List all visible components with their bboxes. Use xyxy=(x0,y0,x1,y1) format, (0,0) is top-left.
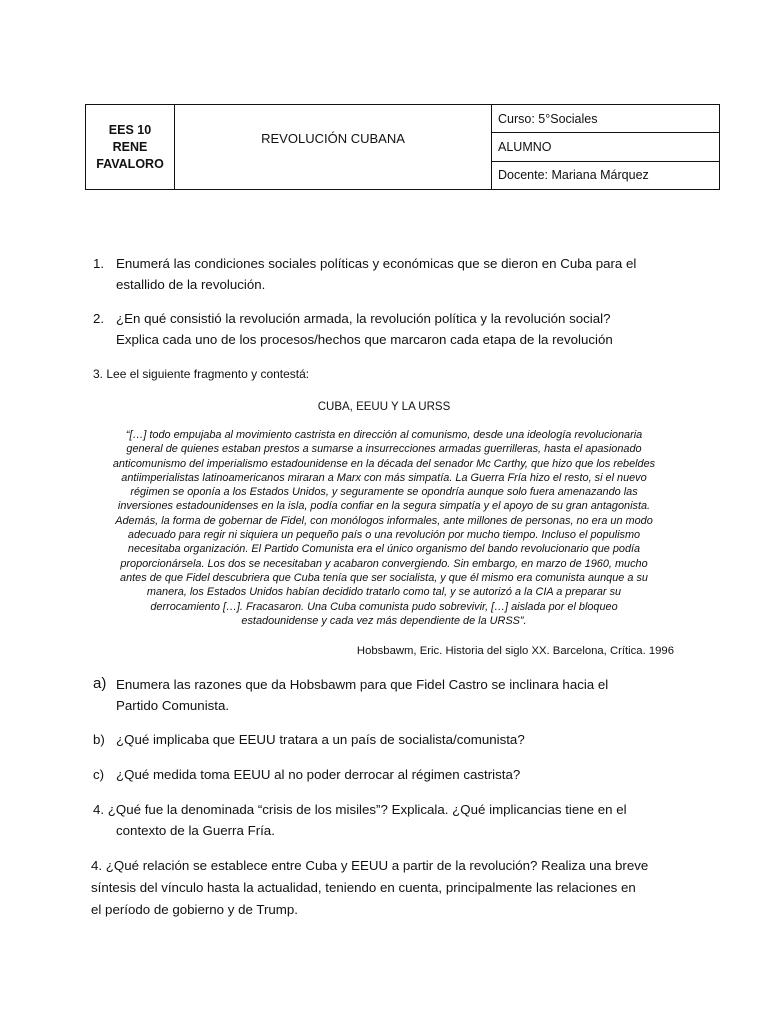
question-a-line-1: Enumera las razones que da Hobsbawm para que Fidel Castro se inclinara hacia el xyxy=(116,677,609,692)
question-2-line-1: ¿En qué consistió la revolución armada, la revolución política y la revolución social? xyxy=(116,311,611,326)
fragment-line: antiimperialistas latinoamericanos miraran a Marx con más simpatía. La Guerra Fría hizo el resto, si el nuevo xyxy=(121,471,647,484)
fragment-line: necesitaba organización. El Partido Comunista era el único organismo del bando revolucionario que podía xyxy=(127,543,641,556)
fragment-title xyxy=(0,397,768,418)
info-cell xyxy=(492,105,719,189)
header-table xyxy=(85,104,720,190)
fragment-quote xyxy=(88,428,680,628)
school-line-2: RENE xyxy=(112,139,148,154)
question-2-line-2: Explica cada uno de los procesos/hechos que marcaron cada etapa de la revolución xyxy=(116,332,613,347)
fragment-line: inversiones estadounidenses en la isla, podía confiar en la segura simpatía y el apoyo de su gran antagonista. xyxy=(117,500,651,513)
fragment-line: proporcionársela. Los dos se necesitaban y acabaron convergiendo. Sin embargo, en marzo de 1960, mucho xyxy=(120,557,648,570)
question-2 xyxy=(93,308,693,350)
question-2-number: 2. xyxy=(93,311,105,326)
fragment-line: “[…] todo empujaba al movimiento castrista en dirección al comunismo, desde una ideología revolucionaria xyxy=(125,429,643,441)
worksheet-title: REVOLUCIÓN CUBANA xyxy=(261,131,405,146)
fragment-title-text: CUBA, EEUU Y LA URSS xyxy=(317,401,451,413)
question-a xyxy=(93,674,693,716)
question-4-misiles-line-1: 4. ¿Qué fue la denominada “crisis de los misiles”? Explicala. ¿Qué implicancias tiene en el xyxy=(93,802,627,817)
question-c-number: c) xyxy=(93,767,105,782)
question-1-number: 1. xyxy=(93,256,105,271)
curso-text: Curso: 5°Sociales xyxy=(498,111,598,126)
school-line-3: FAVALORO xyxy=(96,156,164,171)
question-4-misiles xyxy=(93,799,693,841)
question-3 xyxy=(93,364,309,385)
question-4-relacion-line-3: el período de gobierno y de Trump. xyxy=(91,902,298,917)
question-4-misiles-line-2: contexto de la Guerra Fría. xyxy=(116,823,275,838)
question-c xyxy=(93,764,693,785)
school-line-1: EES 10 xyxy=(108,122,152,137)
docente-text: Docente: Mariana Márquez xyxy=(498,168,649,183)
fragment-line: antes de que Fidel descubriera que Cuba tenía que ser socialista, y que él mismo era comunista aunque a su xyxy=(120,571,648,584)
question-a-number: a) xyxy=(93,675,107,692)
question-b-line-1: ¿Qué implicaba que EEUU tratara a un país de socialista/comunista? xyxy=(116,732,525,747)
fragment-line: régimen se oponía a los Estados Unidos, y seguramente se opondría aunque solo fuera amenazando las xyxy=(130,486,638,499)
question-b xyxy=(93,729,693,750)
fragment-line: Además, la forma de gobernar de Fidel, con monólogos informales, ante millones de personas, no era un modo xyxy=(115,514,653,527)
question-1-line-2: estallido de la revolución. xyxy=(116,277,266,292)
question-4-relacion-line-2: síntesis del vínculo hasta la actualidad, teniendo en cuenta, principalmente las relaciones en xyxy=(91,880,636,895)
question-1 xyxy=(93,253,693,295)
citation xyxy=(357,641,674,662)
question-b-number: b) xyxy=(93,732,105,747)
docente-row xyxy=(492,161,719,189)
fragment-line: anticomunismo del imperialismo estadounidense en la década del senador Mc Carthy, que hizo que los rebeldes xyxy=(112,457,656,470)
alumno-row xyxy=(492,132,719,160)
question-4-relacion-line-1: 4. ¿Qué relación se establece entre Cuba y EEUU a partir de la revolución? Realiza una breve xyxy=(91,858,649,873)
question-c-line-1: ¿Qué medida toma EEUU al no poder derrocar al régimen castrista? xyxy=(116,767,521,782)
question-1-line-1: Enumerá las condiciones sociales políticas y económicas que se dieron en Cuba para el xyxy=(116,256,637,271)
fragment-line: manera, los Estados Unidos habían decidido tratarlo como tal, y se autorizó a la CIA a preparar su xyxy=(146,586,622,599)
fragment-line: adecuado para regir ni siquiera un pequeño país o una revolución por mucho tiempo. Incluso el populismo xyxy=(127,529,641,542)
school-cell xyxy=(86,105,175,189)
title-cell xyxy=(175,105,492,189)
curso-row xyxy=(492,105,719,132)
fragment-line: estadounidense y cada vez más dependiente de la URSS”. xyxy=(241,614,527,627)
question-a-line-2: Partido Comunista. xyxy=(116,698,230,713)
citation-text: Hobsbawm, Eric. Historia del siglo XX. Barcelona, Crítica. 1996 xyxy=(356,645,674,657)
question-4-relacion xyxy=(91,855,691,921)
question-3-text: 3. Lee el siguiente fragmento y contestá: xyxy=(93,367,310,381)
fragment-line: general de quienes estaban prestos a sumarse a insurrecciones armadas guerrilleras, hasta el apasionado xyxy=(126,443,642,456)
fragment-line: derrocamiento […]. Fracasaron. Una Cuba comunista pudo sobrevivir, […] aislada por el bloqueo xyxy=(150,600,618,613)
alumno-text: ALUMNO xyxy=(498,139,552,154)
